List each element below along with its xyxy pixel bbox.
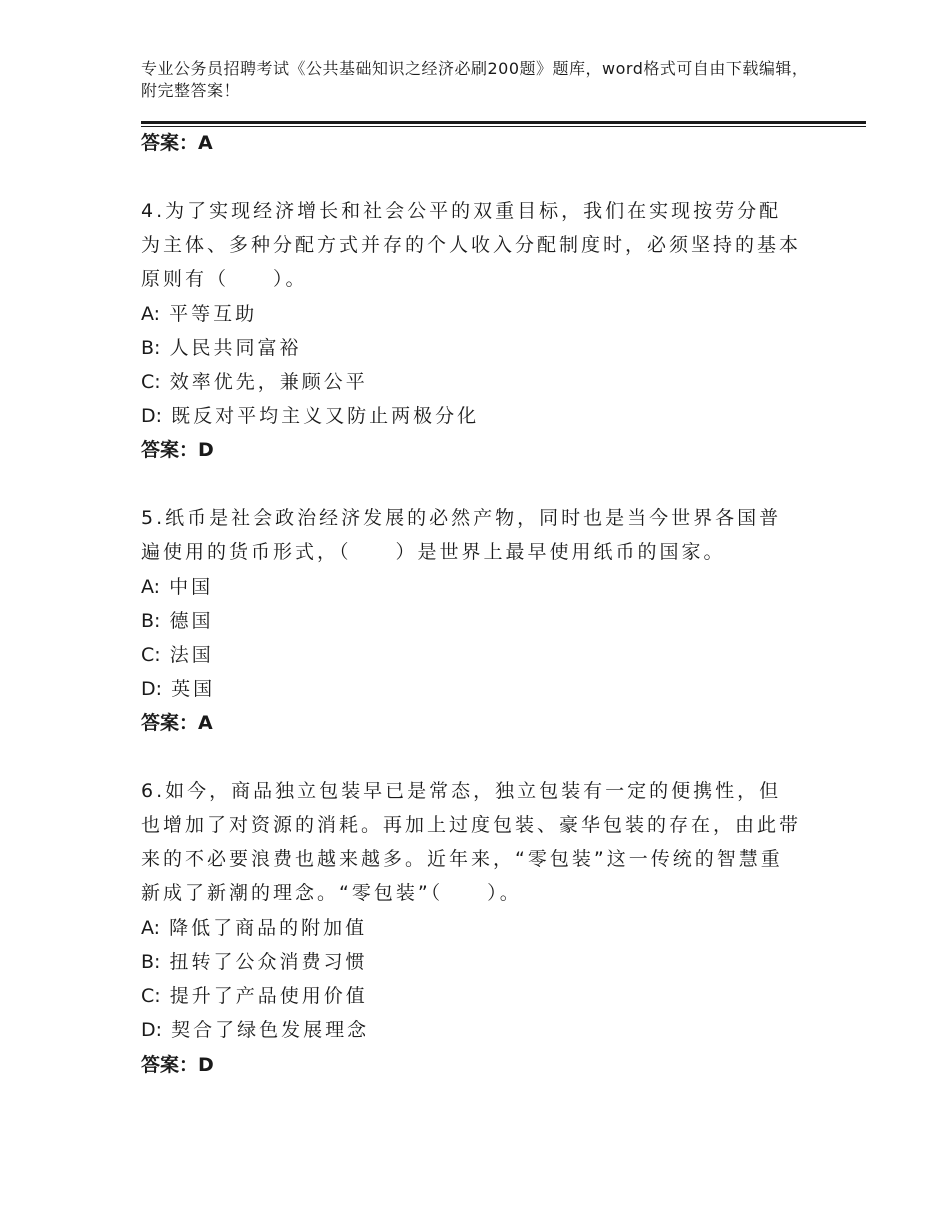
question-6-option-c — [141, 984, 368, 1008]
option-letter: A: — [141, 917, 161, 939]
option-letter: D: — [141, 405, 163, 427]
option-text: 既反对平均主义又防止两极分化 — [171, 405, 480, 427]
question-6-answer: 答案：D — [141, 1054, 214, 1076]
header-rule-thick — [141, 121, 866, 124]
option-letter: C: — [141, 644, 161, 666]
question-4-answer: 答案：D — [141, 439, 214, 461]
question-4-option-c — [141, 370, 368, 394]
question-5-stem: 5.纸币是社会政治经济发展的必然产物，同时也是当今世界各国普遍使用的货币形式，（ ）是世界上最早使用纸币的国家。 — [141, 507, 782, 563]
option-letter: C: — [141, 371, 161, 393]
option-text: 平等互助 — [169, 303, 258, 325]
option-text: 中国 — [169, 576, 214, 598]
option-letter: A: — [141, 576, 161, 598]
option-text: 契合了绿色发展理念 — [171, 1019, 370, 1041]
option-letter: D: — [141, 1019, 163, 1041]
option-text: 法国 — [169, 644, 214, 666]
question-5-option-c — [141, 643, 214, 667]
option-text: 人民共同富裕 — [169, 337, 302, 359]
question-5-option-d — [141, 677, 215, 701]
question-6-option-d — [141, 1018, 369, 1042]
question-5-option-a — [141, 575, 213, 599]
question-4-stem: 4.为了实现经济增长和社会公平的双重目标，我们在实现按劳分配为主体、多种分配方式并存的个人收入分配制度时，必须坚持的基本原则有（ ）。 — [141, 200, 802, 290]
question-4-option-d — [141, 404, 479, 428]
option-text: 降低了商品的附加值 — [169, 917, 368, 939]
question-6-option-b — [141, 950, 368, 974]
option-letter: B: — [141, 337, 161, 359]
option-letter: D: — [141, 678, 163, 700]
question-6-option-a — [141, 916, 367, 940]
question-5-answer: 答案：A — [141, 712, 213, 734]
option-text: 提升了产品使用价值 — [169, 985, 368, 1007]
header-rule-thin — [141, 126, 866, 127]
option-letter: A: — [141, 303, 161, 325]
document-header: 专业公务员招聘考试《公共基础知识之经济必刷200题》题库，word格式可自由下载编辑，附完整答案！ — [141, 59, 809, 100]
option-text: 德国 — [169, 610, 214, 632]
answer-line: 答案：A — [141, 132, 213, 154]
question-4-option-b — [141, 336, 302, 360]
question-6-stem: 6.如今，商品独立包装早已是常态，独立包装有一定的便携性，但也增加了对资源的消耗。再加上过度包装、豪华包装的存在，由此带来的不必要浪费也越来越多。近年来，“零包装”这一传统的智慧重新成了新潮的理念。“零包装”（ ）。 — [141, 780, 802, 904]
option-text: 扭转了公众消费习惯 — [169, 951, 368, 973]
option-text: 英国 — [171, 678, 216, 700]
question-4-option-a — [141, 302, 257, 326]
option-text: 效率优先，兼顾公平 — [169, 371, 368, 393]
question-5-option-b — [141, 609, 214, 633]
option-letter: C: — [141, 985, 161, 1007]
option-letter: B: — [141, 610, 161, 632]
option-letter: B: — [141, 951, 161, 973]
